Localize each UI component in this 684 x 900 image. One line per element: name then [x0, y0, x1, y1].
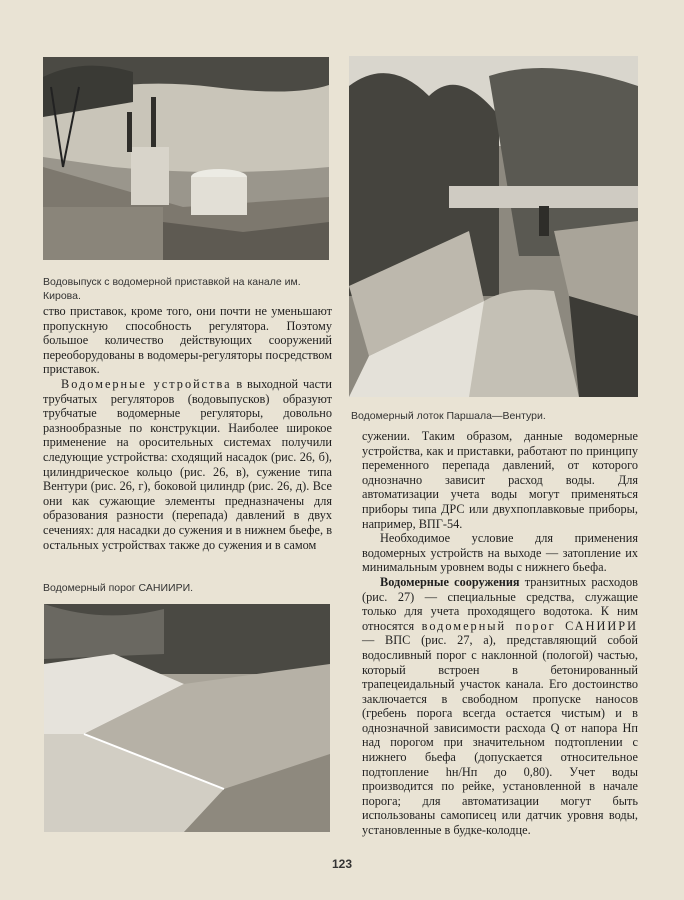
- caption-parshala: Водомерный лоток Паршала—Вентури.: [351, 410, 546, 422]
- left-paragraph-2-rest: в выходной части трубчатых регуляторов (водовыпусков) образуют трубчатые водомерные регуляторы, довольно разнообразные по конструкции. Наиболее широкое применение на оросительных системах получили следующие устройства: сходящий насадок (рис. 26, б), цилиндрическое кольцо (рис. 26, в), сужение типа Вентури (рис. 26, г), боковой цилиндр (рис. 26, д). Все они как сужающие элементы предназначены для образования разности (перепада) давлений в двух сечениях: для насадки до сужения и в нижнем бьефе, в остальных устройствах также до сужения и в самом: [43, 376, 332, 552]
- right-paragraph-3-a: транзитных расходов (рис. 27) — специальные средства, служащие только для учета проходящего водотока. К ним относятся: [362, 574, 638, 633]
- right-paragraph-1: сужении. Таким образом, данные водомерные устройства, как и приставки, работают по принципу переменного перепада давлений, от которого однозначно зависит расход воды. Для автоматизации учета воды могут применяться приборы типа ДРС или двухпоплавковые приборы, например, ВПГ-54.: [362, 429, 638, 531]
- photo-kirov-outlet: [43, 57, 329, 260]
- photo-parshala-image: [349, 56, 638, 397]
- caption-saniiri: Водомерный порог САНИИРИ.: [43, 582, 194, 594]
- page-number: 123: [331, 857, 353, 871]
- left-column-text: [43, 304, 332, 552]
- term-measuring-devices: Водомерные устройства: [61, 376, 232, 391]
- term-saniiri-sill: водомерный порог САНИИРИ: [421, 618, 638, 633]
- photo-kirov-image: [43, 57, 329, 260]
- right-paragraph-2: Необходимое условие для применения водомерных устройств на выходе — затопление их минимальным уровнем воды с нижнего бьефа.: [362, 531, 638, 575]
- right-paragraph-3: [362, 575, 638, 838]
- right-column-text: [362, 429, 638, 838]
- caption-kirov: Водовыпуск с водомерной приставкой на канале им. Кирова.: [43, 276, 301, 302]
- photo-saniiri-image: [44, 604, 330, 832]
- photo-parshala-flume: [349, 56, 638, 397]
- left-paragraph-1: ство приставок, кроме того, они почти не уменьшают пропускную способность регулятора. Поэтому большое количество действующих сооружений переоборудованы в водомеры-регуляторы посредством приставок.: [43, 304, 332, 377]
- right-paragraph-3-b: — ВПС (рис. 27, а), представляющий собой водосливный порог с наклонной (пологой) частью, который встроен в бетонированный трапецеидальный участок канала. Его достоинство заключается в свободном пропуске наносов (гребень порога всегда остается чистым) и в однозначной зависимости расхода Q от напора Hп над порогом при значительном подтоплении с нижнего бьефа (допускается относительное подтопление hн/Hп до 0,80). Учет воды производится по рейке, установленной в начале порога; для автоматизации могут быть использованы самописец или датчик уровня воды, установленные в будке-колодце.: [362, 633, 638, 838]
- photo-saniiri-sill: [44, 604, 330, 832]
- left-paragraph-2: [43, 377, 332, 552]
- term-measuring-structures: Водомерные сооружения: [380, 574, 520, 589]
